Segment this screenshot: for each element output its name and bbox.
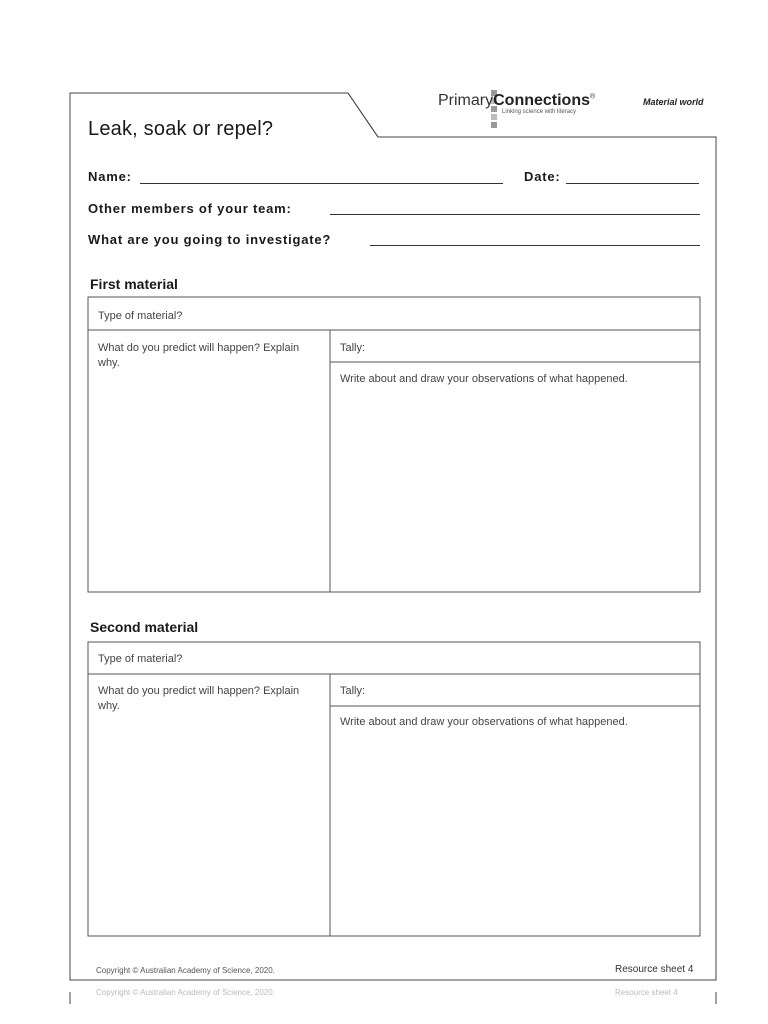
brand-tagline: Linking science with literacy bbox=[502, 109, 577, 115]
ghost-sheet-label: Resource sheet 4 bbox=[615, 988, 678, 997]
resource-sheet-label: Resource sheet 4 bbox=[615, 964, 694, 975]
date-label: Date: bbox=[524, 169, 561, 184]
team-line[interactable] bbox=[330, 214, 700, 215]
brand-mark: ® bbox=[590, 93, 596, 101]
name-label: Name: bbox=[88, 169, 132, 184]
second-observe-label: Write about and draw your observations of what happened. bbox=[340, 716, 628, 728]
name-line[interactable] bbox=[140, 183, 503, 184]
copyright-text: Copyright © Australian Academy of Science, 2020. bbox=[96, 966, 275, 975]
brand-logo bbox=[438, 92, 595, 110]
brand-secondary: Connections bbox=[493, 92, 590, 109]
first-predict-label: What do you predict will happen? Explain why. bbox=[98, 342, 300, 369]
frame-outline bbox=[70, 93, 716, 980]
first-material-title: First material bbox=[90, 276, 178, 292]
first-type-label: Type of material? bbox=[98, 310, 183, 322]
brand-primary: Primary bbox=[438, 92, 494, 109]
second-tally-label: Tally: bbox=[340, 685, 366, 697]
ghost-copyright: Copyright © Australian Academy of Science, 2020. bbox=[96, 988, 275, 997]
investigate-label: What are you going to investigate? bbox=[88, 232, 332, 247]
second-predict-label: What do you predict will happen? Explain why. bbox=[98, 685, 300, 712]
investigate-line[interactable] bbox=[370, 245, 700, 246]
second-type-label: Type of material? bbox=[98, 653, 183, 665]
first-tally-label: Tally: bbox=[340, 342, 366, 354]
team-label: Other members of your team: bbox=[88, 201, 292, 216]
second-material-title: Second material bbox=[90, 619, 199, 635]
date-line[interactable] bbox=[566, 183, 699, 184]
first-observe-label: Write about and draw your observations of what happened. bbox=[340, 373, 628, 385]
topic-label: Material world bbox=[643, 97, 704, 107]
page-title: Leak, soak or repel? bbox=[88, 118, 274, 140]
